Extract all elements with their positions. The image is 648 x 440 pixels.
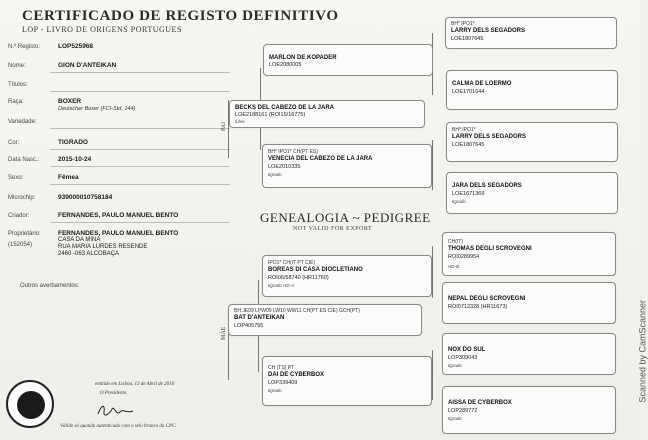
field-subvalue: Deutscher Boxer (FCI-Std. 144) [58,106,136,112]
divider [50,91,230,92]
dog-registration: LOE2080005 [269,62,302,68]
field-value: BOXER [58,98,82,105]
field-label: Cor: [8,140,20,146]
president-label: O Presidente, [100,391,128,396]
dog-registration: LOP405755 [234,323,264,329]
field-value: 2015-10-24 [58,156,92,163]
field-registo [8,42,238,54]
dog-registration: LOE2010335 [268,164,301,170]
field-label: Nome: [8,63,26,69]
pedigree-heading: GENEALOGIA ~ PEDIGREE [260,210,431,225]
divider [50,222,230,223]
validity-note: Válido só quando autenticado com o selo branco do CPC. [60,424,177,429]
dog-name: BAT D'ANTEIKAN [234,315,285,321]
connector [432,350,433,400]
dog-extra: fulvo [235,119,245,124]
certificate-title: CERTIFICADO DE REGISTO DEFINITIVO [22,8,339,24]
pedigree-dds [442,333,616,375]
dog-titles: BH* IPO1* [452,127,476,133]
scanner-watermark: Scanned by CamScanner [638,300,648,403]
certificate-subtitle: LOP - LIVRO DE ORIGENS PORTUGUES [22,25,182,34]
field-value: GION D'ANTEIKAN [58,62,117,69]
dog-extra: tigrado [268,388,282,393]
divider [50,149,230,150]
dog-registration: LOP339409 [268,380,298,386]
field-label: N.º Registo: [8,44,40,50]
dog-name: NEPAL DEGLI SCROVEGNI [448,296,526,302]
field-value: TIGRADO [58,139,88,146]
divider [50,184,230,185]
seal-emblem [17,391,45,419]
pedigree-ddd [442,386,616,434]
dog-titles: BH JE09 LPW09 LW10 WW11 CH(PT ES CIE) GCH(PT) [234,308,360,314]
pedigree-sire-dam [262,144,432,188]
pedigree-dam-dam [262,356,432,406]
dog-registration: ROI06/58740 (HR11760) [268,275,329,281]
field-label: Raça: [8,99,24,105]
dog-name: DAI DE CYBERBOX [268,372,325,378]
dog-registration: LOE2188161 (ROI15/16775) [235,112,306,118]
pedigree-dam-sire [262,255,432,297]
dog-registration: ROI0289954 [448,254,480,260]
pedigree-dam [228,304,422,336]
field-value: LOP525968 [58,43,94,50]
pedigree-ssd [446,70,618,110]
dog-extra: tigrado [268,172,282,177]
dog-registration: LOP309043 [448,355,478,361]
field-label: Títulos: [8,82,28,88]
pedigree-sds [446,122,618,162]
mae-label: MÃE [221,326,227,340]
field-label: Data Nasc.: [8,157,40,163]
field-label: Variedade: [8,119,37,125]
not-valid-export-note: NOT VALID FOR EXPORT [293,226,373,232]
issued-date-text: emitido em Lisboa, 13 de Abril de 2016 [95,382,175,387]
pedigree-sss [445,17,617,49]
owner-address-line1: CASA DA MINA [58,237,101,243]
dog-extra: tigrado [448,363,462,368]
owner-name: FERNANDES, PAULO MANUEL BENTO [58,230,179,237]
dog-name: CALMA DE LOERMO [452,81,512,87]
pedigree-sire-sire [263,44,433,76]
divider [50,128,230,129]
pedigree-dss [442,232,616,276]
owner-address-line3: 2460 -063 ALCOBAÇA [58,251,120,257]
field-value: 939000010758184 [58,194,113,201]
owner-code: (152054) [8,242,33,248]
field-label: Sexo: [8,175,24,181]
dog-extra: tigrado [448,416,462,421]
dog-name: JARA DELS SEGADORS [452,183,522,189]
dog-extra: tigrado [452,199,466,204]
dog-titles: BH* IPO1* CH(PT ES) [268,149,318,155]
club-seal-logo [6,380,54,428]
field-value: Fêmea [58,174,79,181]
divider [50,166,230,167]
dog-registration: LOE1671369 [452,191,485,197]
dog-registration: LOE1807645 [452,142,485,148]
dog-registration: LOE1807645 [451,36,484,42]
owner-address-line2: RUA MARIA LURDES RESENDE [58,244,148,250]
divider [50,72,230,73]
pedigree-sdd [446,172,618,214]
connector [432,246,433,298]
pedigree-sire [229,100,425,128]
dog-extra: tigrado HD-A [268,283,295,288]
field-raca [8,97,238,112]
dog-name: THOMAS DEGLI SCROVEGNI [448,246,532,252]
field-label: Microchip: [8,195,36,201]
owner-block [8,229,238,279]
dog-titles: CH(IT) [448,239,463,245]
dog-titles: CH (TS) PT [268,365,295,371]
dog-registration: LOE1701644 [452,89,485,95]
field-label: Criador: [8,213,30,219]
other-annotations-label: Outros averbamentos: [20,283,80,289]
dog-name: BECKS DEL CABEZO DE LA JARA [235,105,335,111]
field-value: FERNANDES, PAULO MANUEL BENTO [58,212,179,219]
dog-name: NOX DO SUL [448,347,486,353]
dog-registration: LOP289772 [448,408,478,414]
dog-name: MARLON DE KOPADER [269,55,337,61]
president-signature [96,402,136,420]
dog-name: AISSA DE CYBERBOX [448,400,512,406]
owner-label: Proprietário: [8,231,41,237]
connector [432,140,433,190]
field-microchip [8,193,238,205]
dog-name: LARRY DELS SEGADORS [452,134,527,140]
pedigree-dsd [442,282,616,324]
pai-label: PAI [221,121,227,131]
dog-registration: ROI0712328 (HR11673) [448,304,508,310]
dog-titles: BH* IPO1* [451,21,475,27]
dog-titles: IPO1* CH(IT PT CIE) [268,260,316,266]
dog-name: BOREAS DI CASA DIOCLETIANO [268,267,363,273]
dog-extra: HD-B [448,264,459,269]
dog-name: LARRY DELS SEGADORS [451,28,526,34]
dog-name: VENECIA DEL CABEZO DE LA JARA [268,156,373,162]
